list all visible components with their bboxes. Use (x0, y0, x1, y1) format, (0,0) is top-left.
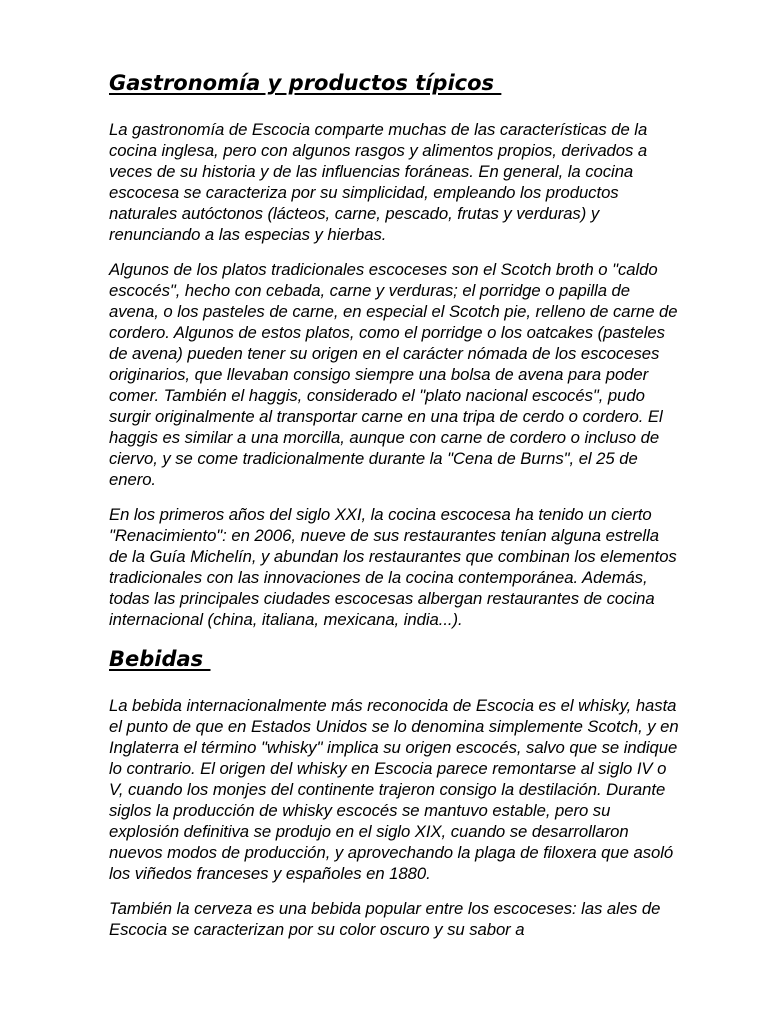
section-heading-gastronomia: Gastronomía y productos típicos (109, 71, 502, 95)
document-page (109, 68, 679, 954)
paragraph: La gastronomía de Escocia comparte muchas de las características de la cocina inglesa, pero con algunos rasgos y alimentos propios, derivados a veces de su historia y de las influencias foráneas. En general, la cocina escocesa se caracteriza por su simplicidad, empleando los productos naturales autóctonos (lácteos, carne, pescado, frutas y verduras) y renunciando a las especias y hierbas. (109, 120, 648, 244)
paragraph: También la cerveza es una bebida popular entre los escoceses: las ales de Escocia se caracterizan por su color oscuro y su sabor a (109, 899, 661, 939)
paragraph: Algunos de los platos tradicionales escoceses son el Scotch broth o "caldo escocés", hecho con cebada, carne y verduras; el porridge o papilla de avena, o los pasteles de carne, en especial el Scotch pie, relleno de carne de cordero. Algunos de estos platos, como el porridge o los oatcakes (pasteles de avena) pueden tener su origen en el carácter nómada de los escoceses originarios, que llevaban consigo siempre una bolsa de avena para poder comer. También el haggis, considerado el "plato nacional escocés", pudo surgir originalmente al transportar carne en una tripa de cerdo o cordero. El haggis es similar a una morcilla, aunque con carne de cordero o incluso de ciervo, y se come tradicionalmente durante la "Cena de Burns", el 25 de enero. (109, 260, 678, 489)
paragraph: En los primeros años del siglo XXI, la cocina escocesa ha tenido un cierto "Renacimiento": en 2006, nueve de sus restaurantes tenían alguna estrella de la Guía Michelín, y abundan los restaurantes que combinan los elementos tradicionales con las innovaciones de la cocina contemporánea. Además, todas las principales ciudades escocesas albergan restaurantes de cocina internacional (china, italiana, mexicana, india...). (109, 505, 677, 629)
paragraph: La bebida internacionalmente más reconocida de Escocia es el whisky, hasta el punto de que en Estados Unidos se lo denomina simplemente Scotch, y en Inglaterra el término "whisky" implica su origen escocés, salvo que se indique lo contrario. El origen del whisky en Escocia parece remontarse al siglo IV o V, cuando los monjes del continente trajeron consigo la destilación. Durante siglos la producción de whisky escocés se mantuvo estable, pero su explosión definitiva se produjo en el siglo XIX, cuando se desarrollaron nuevos modos de producción, y aprovechando la plaga de filoxera que asoló los viñedos franceses y españoles en 1880. (109, 696, 679, 883)
section-heading-bebidas: Bebidas (109, 647, 211, 671)
